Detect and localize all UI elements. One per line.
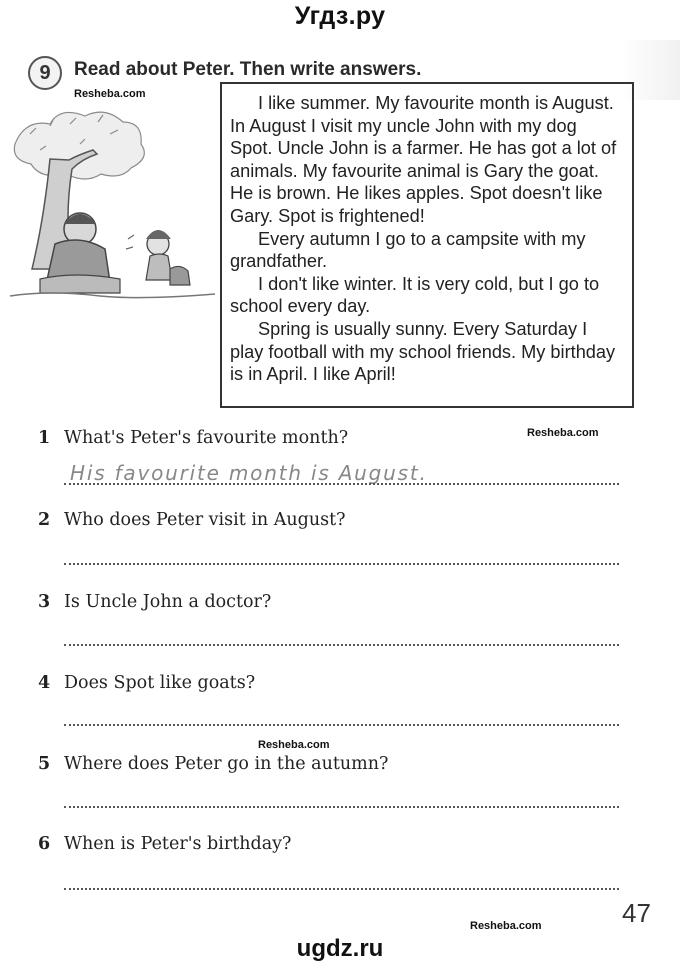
- question-number: 5: [38, 754, 51, 774]
- question-2: [38, 510, 346, 530]
- site-footer-title: ugdz.ru: [296, 935, 384, 962]
- question-text: Does Spot like goats?: [64, 673, 256, 693]
- watermark: Resheba.com: [527, 427, 599, 439]
- watermark: Resheba.com: [258, 739, 330, 751]
- answer-line-6[interactable]: [64, 888, 619, 890]
- question-text: When is Peter's birthday?: [64, 834, 292, 854]
- question-4: [38, 673, 255, 693]
- question-number: 3: [38, 592, 51, 612]
- question-text: Who does Peter visit in August?: [64, 510, 346, 530]
- question-1: [38, 428, 348, 448]
- story-text-box: [220, 82, 634, 408]
- question-number: 6: [38, 834, 51, 854]
- story-paragraph: I don't like winter. It is very cold, but I go to school every day.: [230, 273, 600, 317]
- question-text: Where does Peter go in the autumn?: [64, 754, 389, 774]
- answer-line-2[interactable]: [64, 563, 619, 565]
- boy-under-tree-illustration: [10, 104, 215, 304]
- answer-1-handwritten: His favourite month is August.: [70, 461, 428, 485]
- question-text: What's Peter's favourite month?: [64, 428, 349, 448]
- answer-line-4[interactable]: [64, 724, 619, 726]
- answer-line-5[interactable]: [64, 806, 619, 808]
- exercise-instruction: Read about Peter. Then write answers.: [74, 59, 422, 80]
- question-5: [38, 754, 388, 774]
- answer-line-1[interactable]: [64, 483, 619, 485]
- site-header-title: Угдз.ру: [294, 2, 386, 30]
- story-paragraph: I like summer. My favourite month is August. In August I visit my uncle John with my dog Spot. Uncle John is a farmer. He has got a lot of animals. My favourite animal is Gary the goat. He is brown. He likes apples. Spot doesn't like Gary. Spot is frightened!: [230, 93, 617, 226]
- question-number: 4: [38, 673, 51, 693]
- question-number: 2: [38, 510, 51, 530]
- question-number: 1: [38, 428, 51, 448]
- watermark: Resheba.com: [470, 920, 542, 932]
- question-3: [38, 592, 271, 612]
- question-6: [38, 834, 291, 854]
- exercise-number-badge: 9: [28, 56, 62, 90]
- question-text: Is Uncle John a doctor?: [64, 592, 272, 612]
- story-paragraph: Every autumn I go to a campsite with my grandfather.: [230, 228, 586, 272]
- page-number: 47: [622, 898, 651, 928]
- answer-line-3[interactable]: [64, 644, 619, 646]
- story-paragraph: Spring is usually sunny. Every Saturday I play football with my school friends. My birthday is in April. I like April!: [230, 318, 616, 385]
- watermark: Resheba.com: [74, 88, 146, 100]
